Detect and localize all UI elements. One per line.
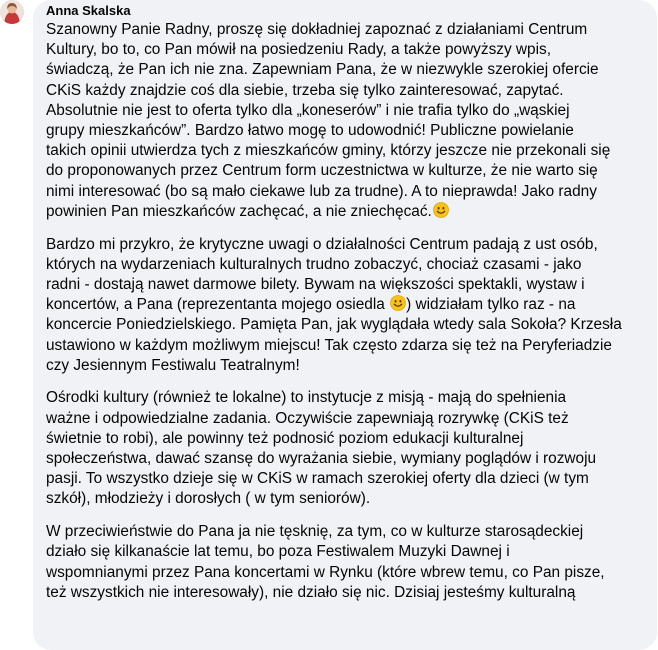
comment-line: których na wydarzeniach kulturalnych trudno zobaczyć, chociaż czasami - jako — [46, 255, 582, 273]
comment-paragraph-1 — [46, 20, 645, 222]
comment-line: Bardzo mi przykro, że krytyczne uwagi o działalności Centrum padają z ust osób, — [46, 235, 598, 253]
comment-line: pasji. To wszystko dzieje się w CKiS w ramach szerokiej oferty dla dzieci (w tym — [46, 470, 589, 488]
comment-bubble — [33, 0, 657, 650]
comment-line: Ośrodki kultury (również te lokalne) to instytucje z misją - mają do spełnienia — [46, 389, 567, 407]
comment-line: radni - dostają nawet darmowe bilety. Bywam na większości spektakli, wystaw i — [46, 275, 585, 293]
comment-line: ustawiono w każdym możliwym miejscu! Tak często zdarza się też na Peryferiadzie — [46, 336, 612, 354]
comment-line-text: powinien Pan mieszkańców zachęcać, a nie zniechęcać. — [46, 202, 432, 220]
comment-line: społeczeństwa, dawać szansę do wyrażania siebie, wymiany poglądów i rozwoju — [46, 450, 597, 468]
smiling-face-emoji-icon — [433, 202, 449, 218]
comment-line: takich opinii utwierdza tych z mieszkańców gminy, którzy jeszcze nie przekonali się — [46, 142, 611, 160]
comment-line: do proponowanych przez Centrum form uczestnictwa w kulturze, że nie warto się — [46, 162, 598, 180]
comment-line: Absolutnie nie jest to oferta tylko dla „koneserów” i nie trafia tylko do „wąskiej — [46, 101, 570, 119]
comment-line: grupy mieszkańców”. Bardzo łatwo mogę to udowodnić! Publiczne powielanie — [46, 122, 574, 140]
comment-paragraph-3 — [46, 388, 645, 509]
comment-line: Szanowny Panie Radny, proszę się dokładniej zapoznać z działaniami Centrum — [46, 21, 588, 38]
comment-line: CKiS każdy znajdzie coś dla siebie, trzeba się tylko zainteresować, zapytać. — [46, 81, 564, 99]
comment-author-name[interactable]: Anna Skalska — [46, 3, 131, 18]
comment-line: ważne i odpowiedzialne zadania. Oczywiście zapewniają rozrywkę (CKiS też — [46, 409, 569, 427]
comment-line: szkół), młodzieży i dorosłych ( w tym seniorów). — [46, 490, 371, 508]
comment-line: W przeciwieństwie do Pana ja nie tęsknię, za tym, co w kulturze starosądeckiej — [46, 523, 584, 541]
comment-paragraph-4 — [46, 522, 645, 603]
comment-line-text: koncertów, a Pana (reprezentanta mojego osiedla — [46, 296, 385, 314]
comment-line-with-emoji — [46, 295, 645, 315]
comment-line: Kultury, bo to, co Pan mówił na posiedzeniu Rady, a także powyższy wpis, — [46, 41, 551, 59]
smiling-face-emoji-icon — [390, 295, 406, 311]
comment-line: też wszystkich nie interesowały), nie działo się nic. Dzisiaj jesteśmy kulturalną — [46, 583, 576, 601]
comment-line: wspomnianymi przez Pana koncertami w Rynku (które wbrew temu, co Pan pisze, — [46, 563, 605, 581]
comment-line: czy Jesiennym Festiwalu Teatralnym! — [46, 356, 300, 374]
avatar[interactable] — [0, 0, 24, 24]
comment-line: świetnie to robi), ale powinny też podnosić poziom edukacji kulturalnej — [46, 429, 524, 447]
comment-paragraph-2 — [46, 235, 645, 376]
profile-photo-avatar — [0, 0, 24, 24]
comment-line: nimi interesować (bo są mało ciekawe lub za trudne). A to nieprawda! Jako radny — [46, 182, 597, 200]
comment-line: świadczą, że Pan ich nie zna. Zapewniam Pana, że w niezwykle szerokiej ofercie — [46, 61, 599, 79]
comment-line: koncercie Poniedzielskiego. Pamięta Pan, jak wyglądała wtedy sala Sokoła? Krzesła — [46, 316, 622, 334]
comment-line-with-emoji — [46, 202, 645, 222]
comment-line-text: ) widziałam tylko raz - na — [406, 296, 576, 314]
comment-line: działo się kilkanaście lat temu, bo poza Festiwalem Muzyki Dawnej i — [46, 543, 510, 561]
